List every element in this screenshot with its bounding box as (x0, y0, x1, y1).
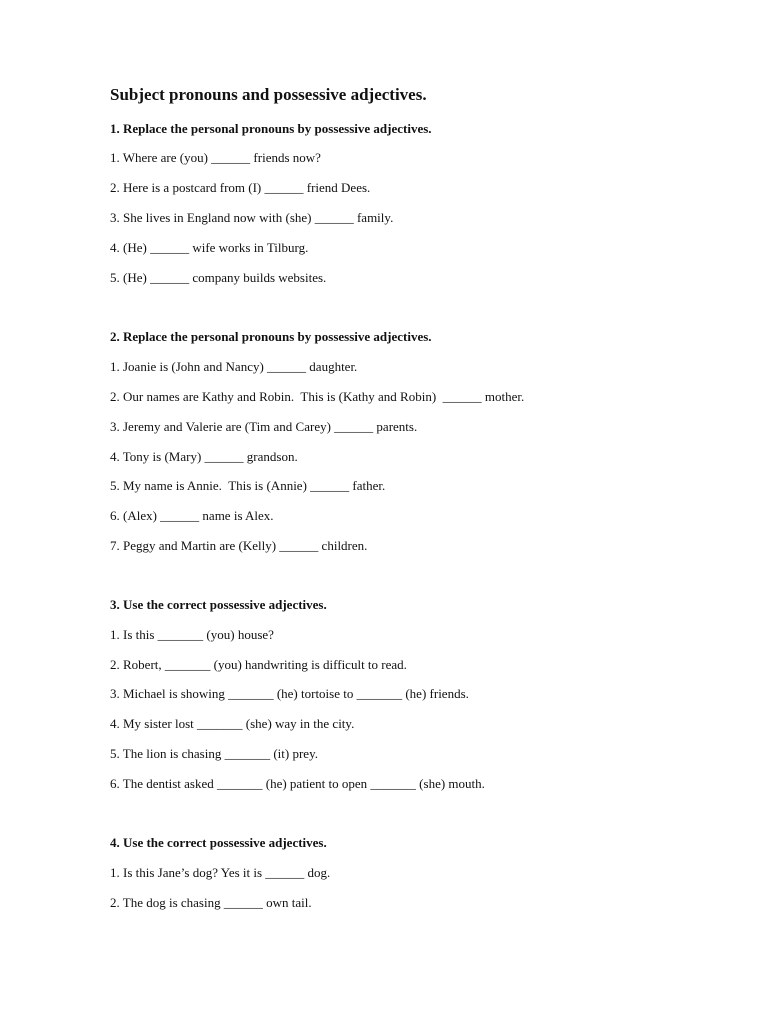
section-4-heading: 4. Use the correct possessive adjectives. (110, 835, 327, 850)
section-2-heading: 2. Replace the personal pronouns by possessive adjectives. (110, 329, 432, 344)
section-1-item-1: 1. Where are (you) ______ friends now? (110, 150, 321, 165)
section-3-item-5: 5. The lion is chasing _______ (it) prey. (110, 746, 318, 761)
section-3-item-2: 2. Robert, _______ (you) handwriting is difficult to read. (110, 657, 407, 672)
page-title: Subject pronouns and possessive adjectives. (110, 85, 427, 104)
section-2-item-7: 7. Peggy and Martin are (Kelly) ______ children. (110, 538, 368, 553)
section-2-item-3: 3. Jeremy and Valerie are (Tim and Carey) ______ parents. (110, 419, 418, 434)
section-2-item-1: 1. Joanie is (John and Nancy) ______ daughter. (110, 359, 358, 374)
section-2-item-6: 6. (Alex) ______ name is Alex. (110, 508, 274, 523)
section-1-item-5: 5. (He) ______ company builds websites. (110, 270, 327, 285)
section-1-item-2: 2. Here is a postcard from (I) ______ friend Dees. (110, 180, 371, 195)
section-2-item-2: 2. Our names are Kathy and Robin. This is (Kathy and Robin) ______ mother. (110, 389, 525, 404)
section-3-item-3: 3. Michael is showing _______ (he) tortoise to _______ (he) friends. (110, 686, 469, 701)
section-4-item-1: 1. Is this Jane’s dog? Yes it is ______ dog. (110, 865, 331, 880)
section-1-item-4: 4. (He) ______ wife works in Tilburg. (110, 240, 309, 255)
section-3-heading: 3. Use the correct possessive adjectives. (110, 597, 327, 612)
section-3-item-6: 6. The dentist asked _______ (he) patient to open _______ (she) mouth. (110, 776, 485, 791)
section-3-item-4: 4. My sister lost _______ (she) way in the city. (110, 716, 355, 731)
section-2-item-4: 4. Tony is (Mary) ______ grandson. (110, 449, 298, 464)
section-3-item-1: 1. Is this _______ (you) house? (110, 627, 274, 642)
section-2-item-5: 5. My name is Annie. This is (Annie) ______ father. (110, 478, 386, 493)
section-4-item-2: 2. The dog is chasing ______ own tail. (110, 895, 312, 910)
section-1-heading: 1. Replace the personal pronouns by possessive adjectives. (110, 121, 432, 136)
section-1-item-3: 3. She lives in England now with (she) ______ family. (110, 210, 394, 225)
